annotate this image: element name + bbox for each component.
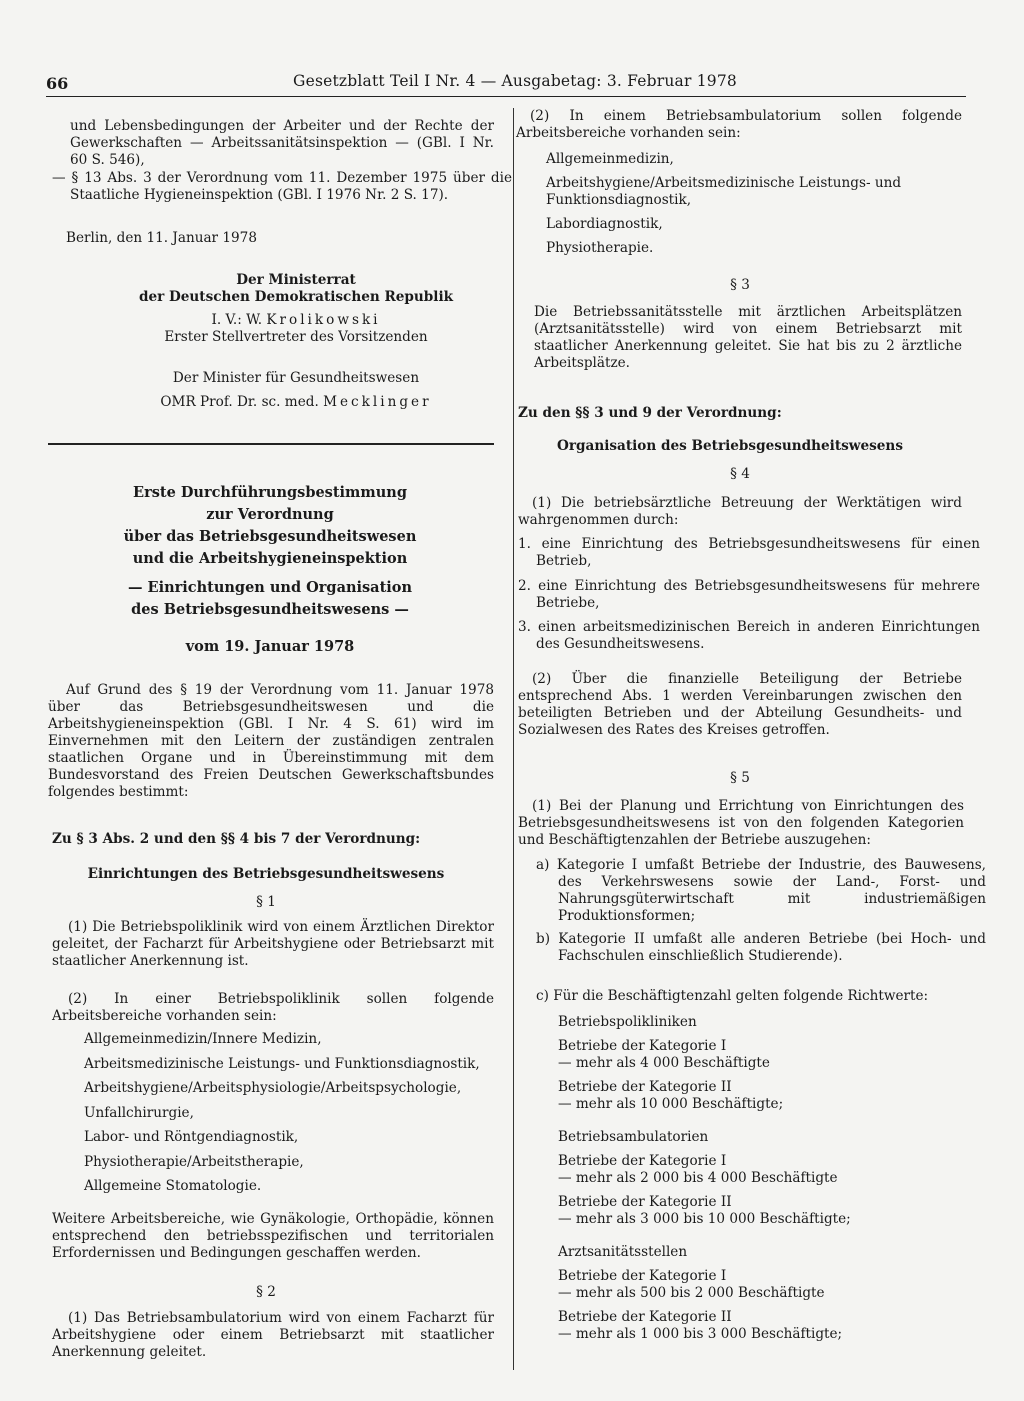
richtwerte-row: — mehr als 500 bis 2 000 Beschäftigte <box>558 1285 825 1301</box>
p2-list <box>546 151 962 265</box>
heading-line-3: über das Betriebsgesundheitswesen <box>123 528 417 545</box>
richtwerte-row: — mehr als 4 000 Beschäftigte <box>558 1055 770 1071</box>
richtwerte-row: Betriebe der Kategorie I <box>558 1268 727 1284</box>
signature-iv <box>96 312 496 329</box>
p4-item-2: 2. eine Einrichtung des Betriebsgesundheitswesens für mehrere Betriebe, <box>518 578 980 611</box>
signature-body-2: der Deutschen Demokratischen Republik <box>138 289 454 305</box>
section-ref-right: Zu den §§ 3 und 9 der Verordnung: <box>518 405 782 421</box>
header-rule <box>46 96 966 97</box>
p4-abs1: (1) Die betriebsärztliche Betreuung der Werktätigen wird wahrgenommen durch: <box>518 495 962 528</box>
paragraph-label-3: § 3 <box>730 277 750 293</box>
list-item: Arbeitshygiene/Arbeitsphysiologie/Arbeitspsychologie, <box>84 1080 462 1096</box>
p5-item-a: a) Kategorie I umfaßt Betriebe der Industrie, des Bauwesens, des Verkehrswesens sowie der Land-, Forst- und Nahrungsgüterwirtschaft mit industriemäßigen Produktionsformen; <box>536 857 986 924</box>
signature-role: Erster Stellvertreter des Vorsitzenden <box>164 329 428 345</box>
richtwerte-row: — mehr als 10 000 Beschäftigte; <box>558 1096 784 1112</box>
section-separator <box>48 443 494 445</box>
minister-name: Mecklinger <box>323 394 432 410</box>
section-title-right: Organisation des Betriebsgesundheitswesens <box>557 438 903 454</box>
heading-line-1: Erste Durchführungsbestimmung <box>133 484 407 501</box>
intro-line-2: — § 13 Abs. 3 der Verordnung vom 11. Dezember 1975 über die Staatliche Hygieneinspektion (GBl. I 1976 Nr. 2 S. 17). <box>52 170 512 203</box>
signature-iv-prefix: I. V.: W. <box>211 312 267 328</box>
paragraph-label-4: § 4 <box>730 466 750 482</box>
list-item: Physiotherapie. <box>546 240 654 256</box>
richtwerte-row: Betriebe der Kategorie II <box>558 1079 732 1095</box>
p2-abs1: (1) Das Betriebsambulatorium wird von einem Facharzt für Arbeitshygiene oder einem Betriebsarzt mit staatlicher Anerkennung geleitet. <box>52 1310 494 1360</box>
section-ref-left: Zu § 3 Abs. 2 und den §§ 4 bis 7 der Verordnung: <box>52 831 421 847</box>
list-item: Allgemeinmedizin, <box>546 151 674 167</box>
p4-abs2: (2) Über die finanzielle Beteiligung der Betriebe entsprechend Abs. 1 werden Vereinbarungen zwischen den beteiligten Betrieben und der Abteilung Gesundheits- und Sozialwesen des Rates des Kreises getroffen. <box>518 671 962 738</box>
richtwerte-row: Betriebe der Kategorie I <box>558 1038 727 1054</box>
list-item: Labordiagnostik, <box>546 216 663 232</box>
richtwerte-row: — mehr als 3 000 bis 10 000 Beschäftigte; <box>558 1211 851 1227</box>
richtwerte-row: Betriebe der Kategorie II <box>558 1309 732 1325</box>
preamble: Auf Grund des § 19 der Verordnung vom 11. Januar 1978 über das Betriebsgesundheitswesen und die Arbeitshygieneinspektion (GBl. I Nr. 4 S. 61) wird im Einvernehmen mit den Leitern der zuständigen zentralen staatlichen Organe und in Übereinstimmung mit dem Bundesvorstand des Freien Deutschen Gewerkschaftsbundes folgendes bestimmt: <box>48 682 494 800</box>
p1-abs1: (1) Die Betriebspoliklinik wird von einem Ärztlichen Direktor geleitet, der Facharzt für Arbeitshygiene oder Betriebsarzt mit staatlicher Anerkennung ist. <box>52 919 494 969</box>
intro-line-1: und Lebensbedingungen der Arbeiter und der Rechte der Gewerkschaften — Arbeitssanitätsinspektion — (GBl. I Nr. 60 S. 546), <box>70 118 494 168</box>
p5-item-b: b) Kategorie II umfaßt alle anderen Betriebe (bei Hoch- und Fachschulen einschließlich Studierende). <box>536 931 986 964</box>
signature-minister-name <box>96 394 496 411</box>
list-item: Labor- und Röntgendiagnostik, <box>84 1129 299 1145</box>
heading-line-4: und die Arbeitshygieneinspektion <box>132 550 408 567</box>
p1-abs2: (2) In einer Betriebspoliklinik sollen folgende Arbeitsbereiche vorhanden sein: <box>52 991 494 1024</box>
richtwerte-row: Betriebe der Kategorie I <box>558 1153 727 1169</box>
richtwerte-category: Betriebsambulatorien <box>558 1129 709 1145</box>
richtwerte-category: Arztsanitätsstellen <box>558 1244 688 1260</box>
richtwerte-row: — mehr als 2 000 bis 4 000 Beschäftigte <box>558 1170 838 1186</box>
list-item: Physiotherapie/Arbeitstherapie, <box>84 1153 304 1170</box>
richtwerte-row: — mehr als 1 000 bis 3 000 Beschäftigte; <box>558 1326 843 1342</box>
paragraph-label-1: § 1 <box>256 894 276 910</box>
list-item: Unfallchirurgie, <box>84 1104 194 1121</box>
list-item: Arbeitshygiene/Arbeitsmedizinische Leistungs- und Funktionsdiagnostik, <box>546 175 902 208</box>
page-number: 66 <box>46 74 69 93</box>
p1-list <box>84 1031 504 1203</box>
section-title-left: Einrichtungen des Betriebsgesundheitswesens <box>87 866 445 882</box>
place-date: Berlin, den 11. Januar 1978 <box>66 230 257 246</box>
signature-body-1: Der Ministerrat <box>236 272 356 288</box>
richtwerte <box>558 1014 958 1343</box>
paragraph-label-5: § 5 <box>730 770 750 786</box>
signature-minister: Der Minister für Gesundheitswesen <box>172 370 420 386</box>
heading-date: vom 19. Januar 1978 <box>185 638 355 655</box>
p1-further: Weitere Arbeitsbereiche, wie Gynäkologie, Orthopädie, können entsprechend den betriebsspezifischen und territorialen Erfordernissen und Bedingungen geschaffen werden. <box>52 1211 494 1261</box>
richtwerte-category: Betriebspolikliniken <box>558 1014 697 1030</box>
paragraph-label-2: § 2 <box>256 1284 276 1300</box>
heading-line-6: des Betriebsgesundheitswesens — <box>131 601 409 618</box>
p4-item-3: 3. einen arbeitsmedizinischen Bereich in anderen Einrichtungen des Gesundheitswesens. <box>518 619 980 652</box>
p5-item-c: c) Für die Beschäftigtenzahl gelten folgende Richtwerte: <box>536 988 929 1004</box>
heading-line-2: zur Verordnung <box>206 506 334 523</box>
richtwerte-row: Betriebe der Kategorie II <box>558 1194 732 1210</box>
p2-abs2: (2) In einem Betriebsambulatorium sollen folgende Arbeitsbereiche vorhanden sein: <box>516 108 962 141</box>
signature-iv-name: Krolikowski <box>266 312 381 328</box>
p3-text: Die Betriebssanitätsstelle mit ärztlichen Arbeitsplätzen (Arztsanitätsstelle) wird von einem Betriebsarzt mit staatlicher Anerkennung geleitet. Sie hat bis zu 2 ärztliche Arbeitsplätze. <box>534 304 962 371</box>
page-header-title: Gesetzblatt Teil I Nr. 4 — Ausgabetag: 3. Februar 1978 <box>293 72 737 90</box>
p5-abs1: (1) Bei der Planung und Errichtung von Einrichtungen des Betriebsgesundheitswesens ist von den folgenden Kategorien und Beschäftigtenzahlen der Betriebe auszugehen: <box>518 798 964 848</box>
minister-prefix: OMR Prof. Dr. sc. med. <box>160 394 324 410</box>
p4-item-1: 1. eine Einrichtung des Betriebsgesundheitswesens für einen Betrieb, <box>518 536 980 569</box>
column-divider <box>513 108 514 1370</box>
list-item: Allgemeinmedizin/Innere Medizin, <box>84 1031 322 1047</box>
list-item: Allgemeine Stomatologie. <box>84 1178 262 1194</box>
heading-line-5: — Einrichtungen und Organisation <box>127 579 412 596</box>
list-item: Arbeitsmedizinische Leistungs- und Funktionsdiagnostik, <box>84 1055 480 1072</box>
